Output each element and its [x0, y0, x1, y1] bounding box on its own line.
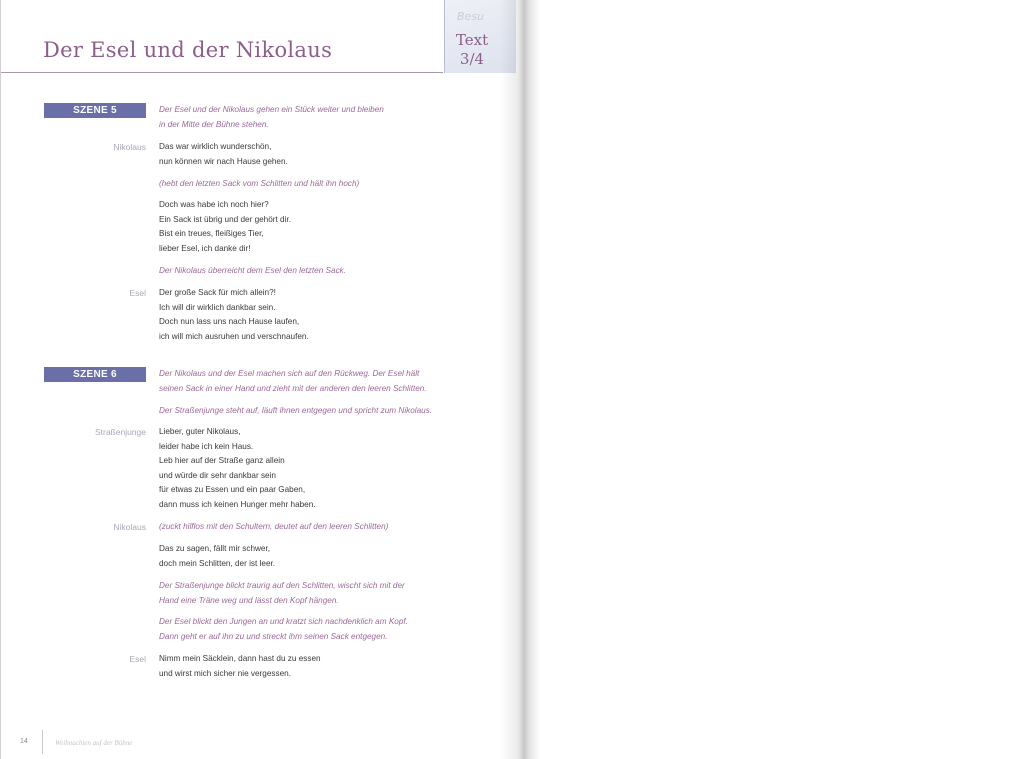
stage-direction	[159, 177, 479, 192]
stage-line: Hand eine Träne weg und lässt den Kopf hängen.	[159, 595, 339, 605]
stage-direction	[159, 404, 479, 419]
speaker-label: Nikolaus	[113, 142, 146, 152]
dialog-line: Leb hier auf der Straße ganz allein	[159, 456, 285, 466]
stage-direction	[159, 264, 479, 279]
page-title: Der Esel und der Nikolaus	[43, 38, 333, 62]
dialog-line: lieber Esel, ich danke dir!	[159, 243, 251, 253]
dialog-line: Das war wirklich wunderschön,	[159, 142, 272, 151]
dialog-block	[159, 652, 479, 681]
section-tab-label	[450, 31, 494, 69]
dialog-line: Doch nun lass uns nach Hause laufen,	[159, 317, 300, 327]
footer-divider	[42, 730, 43, 754]
dialog-line: Bist ein treues, fleißiges Tier,	[159, 229, 264, 239]
stage-direction	[159, 520, 479, 535]
dialog-line: ich will mich ausruhen und verschnaufen.	[159, 331, 309, 341]
speaker-label: Esel	[129, 288, 146, 298]
stage-line: (zuckt hilflos mit den Schultern, deutet auf den leeren Schlitten)	[159, 522, 389, 531]
dialog-block	[159, 140, 479, 169]
stage-line: Der Nikolaus überreicht dem Esel den letzten Sack.	[159, 266, 347, 275]
stage-line: (hebt den letzten Sack vom Schlitten und hält ihn hoch)	[159, 179, 360, 188]
stage-line: Der Straßenjunge blickt traurig auf den Schlitten, wischt sich mit der	[159, 581, 405, 590]
dialog-block	[159, 425, 479, 513]
stage-line: seinen Sack in einer Hand und zieht mit der anderen den leeren Schlitten.	[159, 383, 427, 393]
book-page-right	[540, 0, 1033, 759]
dialog-line: für etwas zu Essen und ein paar Gaben,	[159, 485, 306, 495]
scene-5-badge: SZENE 5	[44, 103, 146, 118]
dialog-line: Lieber, guter Nikolaus,	[159, 427, 241, 436]
stage-direction	[159, 367, 479, 396]
stage-direction	[159, 615, 479, 644]
stage-direction	[159, 103, 479, 132]
tab-label-text: Text	[455, 31, 489, 49]
running-title: Weihnachten auf der Bühne	[55, 739, 133, 747]
page-number: 14	[20, 738, 28, 745]
dialog-line: Ein Sack ist übrig und der gehört dir.	[159, 214, 291, 224]
stage-line: Der Esel und der Nikolaus gehen ein Stück weiter und bleiben	[159, 105, 384, 114]
stage-line: Der Straßenjunge steht auf, läuft ihnen entgegen und spricht zum Nikolaus.	[159, 406, 433, 415]
stage-line: Der Nikolaus und der Esel machen sich auf den Rückweg. Der Esel hält	[159, 369, 420, 378]
dialog-line: und wirst mich sicher nie vergessen.	[159, 668, 291, 678]
dialog-line: und würde dir sehr dankbar sein	[159, 470, 276, 480]
speaker-label: Straßenjunge	[94, 427, 146, 437]
dialog-block	[159, 542, 479, 571]
title-rule	[1, 72, 443, 73]
dialog-line: Nimm mein Säcklein, dann hast du zu essen	[159, 654, 321, 663]
dialog-line: Das zu sagen, fällt mir schwer,	[159, 544, 271, 553]
dialog-line: Doch was habe ich noch hier?	[159, 200, 269, 209]
dialog-line: dann muss ich keinen Hunger mehr haben.	[159, 499, 316, 509]
dialog-line: nun können wir nach Hause gehen.	[159, 156, 288, 166]
speaker-label: Esel	[129, 654, 146, 664]
stage-line: Der Esel blickt den Jungen an und kratzt sich nachdenklich am Kopf.	[159, 617, 408, 626]
dialog-line: leider habe ich kein Haus.	[159, 441, 254, 451]
speaker-label: Nikolaus	[113, 522, 146, 532]
tab-label-number: 3/4	[459, 50, 485, 68]
dialog-line: Der große Sack für mich allein?!	[159, 288, 276, 297]
dialog-line: doch mein Schlitten, der ist leer.	[159, 558, 276, 568]
stage-line: Dann geht er auf ihn zu und streckt ihm seinen Sack entgegen.	[159, 631, 388, 641]
stage-direction	[159, 579, 479, 608]
stage-line: in der Mitte der Bühne stehen.	[159, 119, 269, 129]
dialog-line: Ich will dir wirklich dankbar sein.	[159, 302, 276, 312]
book-page-left	[0, 0, 516, 759]
tab-watermark: Besu	[457, 10, 485, 23]
scene-6-badge: SZENE 6	[44, 367, 146, 382]
dialog-block	[159, 198, 479, 256]
dialog-block	[159, 286, 479, 344]
